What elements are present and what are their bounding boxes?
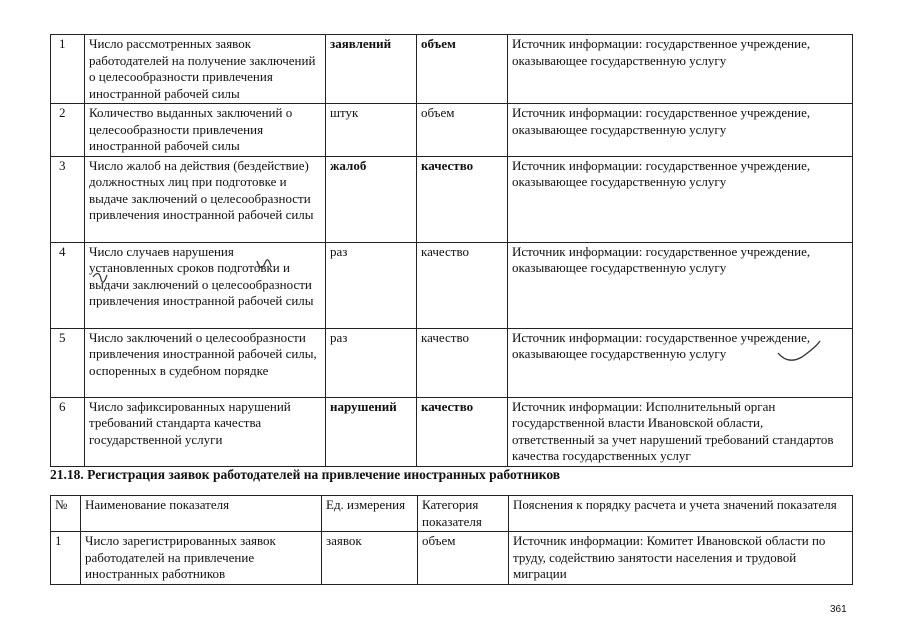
indicators-table-21-18 <box>50 495 853 585</box>
unit-of-measure: заявок <box>322 532 418 585</box>
unit-of-measure: раз <box>326 328 417 397</box>
row-number: 2 <box>51 104 85 157</box>
calculation-note: Источник информации: государственное учреждение, оказывающее государственную услугу <box>508 242 853 328</box>
indicator-name: Количество выданных заключений о целесообразности привлечения иностранной рабочей силы <box>85 104 326 157</box>
calculation-note: Источник информации: государственное учреждение, оказывающее государственную услугу <box>508 328 853 397</box>
unit-of-measure: жалоб <box>326 156 417 242</box>
table-row <box>51 35 853 104</box>
header-number: № <box>51 496 81 532</box>
header-unit: Ед. измерения <box>322 496 418 532</box>
indicator-category: качество <box>417 328 508 397</box>
table-header-row <box>51 496 853 532</box>
row-number: 4 <box>51 242 85 328</box>
table-row <box>51 242 853 328</box>
row-number: 6 <box>51 397 85 466</box>
header-category: Категория показателя <box>418 496 509 532</box>
row-number: 1 <box>51 35 85 104</box>
indicator-category: объем <box>417 104 508 157</box>
section-title: 21.18. Регистрация заявок работодателей на привлечение иностранных работников <box>50 467 561 482</box>
row-number: 1 <box>51 532 81 585</box>
header-indicator-name: Наименование показателя <box>81 496 322 532</box>
table-row <box>51 328 853 397</box>
row-number: 3 <box>51 156 85 242</box>
indicator-category: качество <box>417 242 508 328</box>
calculation-note: Источник информации: государственное учреждение, оказывающее государственную услугу <box>508 156 853 242</box>
indicator-name: Число зафиксированных нарушений требований стандарта качества государственной услуги <box>85 397 326 466</box>
indicator-name: Число зарегистрированных заявок работодателей на привлечение иностранных работников <box>81 532 322 585</box>
row-number: 5 <box>51 328 85 397</box>
table-row <box>51 104 853 157</box>
indicator-category: объем <box>418 532 509 585</box>
table-row <box>51 532 853 585</box>
header-note: Пояснения к порядку расчета и учета значений показателя <box>509 496 853 532</box>
indicator-name: Число жалоб на действия (бездействие) должностных лиц при подготовке и выдаче заключений о целесообразности привлечения иностранной рабочей силы <box>85 156 326 242</box>
unit-of-measure: заявлений <box>326 35 417 104</box>
table-row <box>51 156 853 242</box>
indicator-category: качество <box>417 156 508 242</box>
calculation-note: Источник информации: Комитет Ивановской области по труду, содействию занятости населения и трудовой миграции <box>509 532 853 585</box>
calculation-note: Источник информации: государственное учреждение, оказывающее государственную услугу <box>508 35 853 104</box>
indicator-name: Число рассмотренных заявок работодателей на получение заключений о целесообразности привлечения иностранной рабочей силы <box>85 35 326 104</box>
table-row <box>51 397 853 466</box>
calculation-note: Источник информации: государственное учреждение, оказывающее государственную услугу <box>508 104 853 157</box>
indicator-name: Число заключений о целесообразности привлечения иностранной рабочей силы, оспоренных в судебном порядке <box>85 328 326 397</box>
calculation-note: Источник информации: Исполнительный орган государственной власти Ивановской области, ответственный за учет нарушений требований стандартов качества государственных услуг <box>508 397 853 466</box>
page-number: 361 <box>830 604 847 615</box>
unit-of-measure: нарушений <box>326 397 417 466</box>
indicator-name: Число случаев нарушения установленных сроков подготовки и выдачи заключений о целесообразности привлечения иностранной рабочей силы <box>85 242 326 328</box>
indicator-category: объем <box>417 35 508 104</box>
indicators-table-21-17 <box>50 34 853 467</box>
indicator-category: качество <box>417 397 508 466</box>
unit-of-measure: штук <box>326 104 417 157</box>
unit-of-measure: раз <box>326 242 417 328</box>
